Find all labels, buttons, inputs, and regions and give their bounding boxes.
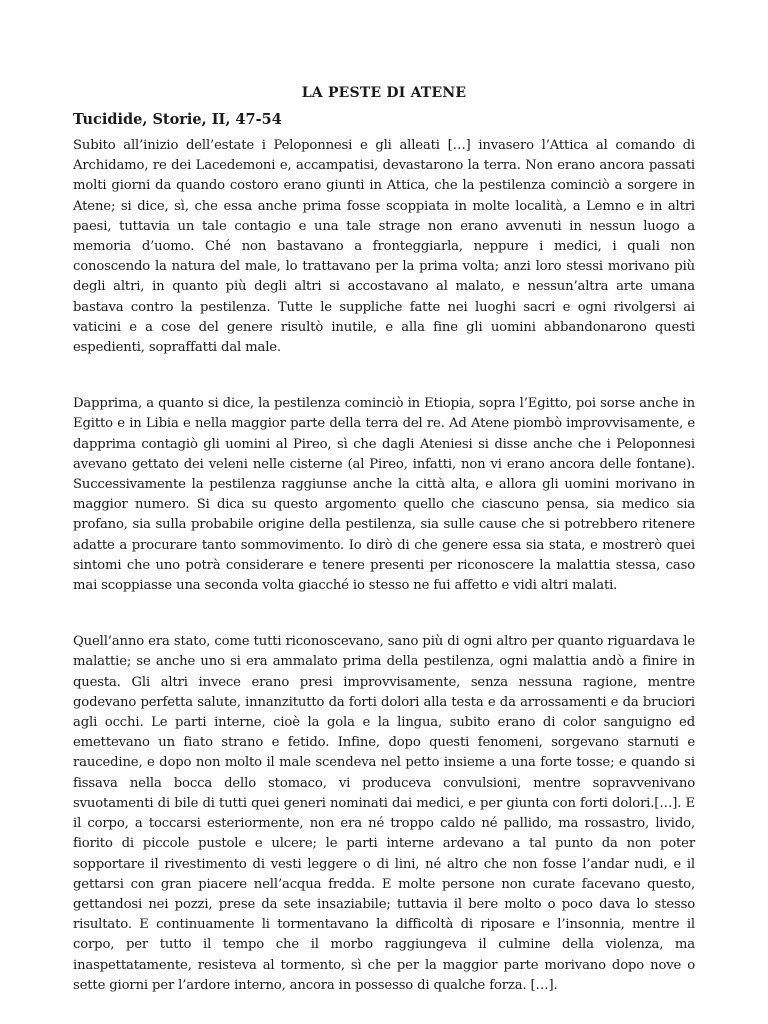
paragraph-2: Dapprima, a quanto si dice, la pestilenza cominciò in Etiopia, sopra l’Egitto, poi sorse anche in Egitto e in Libia e nella maggior parte della terra del re. Ad Atene piombò improvvisamente, e dapprima contagiò gli uomini al Pireo, sì che dagli Ateniesi si disse anche che i Peloponnesi avevano gettato dei veleni nelle cisterne (al Pireo, infatti, non vi erano ancora delle fontane). Successivamente la pestilenza raggiunse anche la città alta, e allora gli uomini morivano in maggior numero. Si dica su questo argomento quello che ciascuno pensa, sia medico sia profano, sia sulla probabile origine della pestilenza, sia sulle cause che si potrebbero ritenere adatte a procurare tanto sommovimento. Io dirò di che genere essa sia stata, e mostrerò quei sintomi che uno potrà considerare e tenere presenti per riconoscere la malattia stessa, caso mai scoppiasse una seconda volta giacché io stesso ne fui affetto e vidi altri malati. [73, 396, 695, 594]
paragraph-3: Quell’anno era stato, come tutti riconoscevano, sano più di ogni altro per quanto riguardava le malattie; se anche uno si era ammalato prima della pestilenza, ogni malattia andò a finire in questa. Gli altri invece erano presi improvvisamente, senza nessuna ragione, mentre godevano perfetta salute, innanzitutto da forti dolori alla testa e da arrossamenti e da bruciori agli occhi. Le parti interne, cioè la gola e la lingua, subito erano di color sanguigno ed emettevano un fiato strano e fetido. Infine, dopo questi fenomeni, sorgevano starnuti e raucedine, e dopo non molto il male scendeva nel petto insieme a una forte tosse; e quando si fissava nella bocca dello stomaco, vi produceva convulsioni, mentre sopravvenivano svuotamenti di bile di tutti quei generi nominati dai medici, e per giunta con forti dolori.[…]. E il corpo, a toccarsi esteriormente, non era né troppo caldo né pallido, ma rossastro, livido, fiorito di piccole pustole e ulcere; le parti interne ardevano a tal punto da non poter sopportare il rivestimento di vesti leggere o di lini, né altro che non fosse l’andar nudi, e il gettarsi con gran piacere nell’acqua fredda. E molte persone non curate facevano questo, gettandosi nei pozzi, prese da sete insaziabile; tuttavia il bere molto o poco dava lo stesso risultato. E continuamente li tormentavano la difficoltà di riposare e l’insonnia, mentre il corpo, per tutto il tempo che il morbo raggiungeva il culmine della violenza, ma inaspettatamente, resisteva al tormento, sì che per la maggior parte morivano dopo nove o sette giorni per l’ardore interno, ancora in possesso di qualche forza. […]. [73, 634, 695, 993]
document-page [73, 84, 695, 996]
document-title: LA PESTE DI ATENE [301, 85, 467, 101]
document-source: Tucidide, Storie, II, 47-54 [73, 111, 282, 128]
paragraph-1: Subito all’inizio dell’estate i Peloponnesi e gli alleati […] invasero l’Attica al comando di Archidamo, re dei Lacedemoni e, accampatisi, devastarono la terra. Non erano ancora passati molti giorni da quando costoro erano giunti in Attica, che la pestilenza cominciò a sorgere in Atene; si dice, sì, che essa anche prima fosse scoppiata in molte località, a Lemno e in altri paesi, tuttavia un tale contagio e una tale strage non erano avvenuti in nessun luogo a memoria d’uomo. Ché non bastavano a fronteggiarla, neppure i medici, i quali non conoscendo la natura del male, lo trattavano per la prima volta; anzi loro stessi morivano più degli altri, in quanto più degli altri si accostavano al malato, e nessun’altra arte umana bastava contro la pestilenza. Tutte le suppliche fatte nei luoghi sacri e ogni rivolgersi ai vaticini e a cose del genere risultò inutile, e alla fine gli uomini abbandonarono questi espedienti, sopraffatti dal male. [73, 138, 695, 356]
